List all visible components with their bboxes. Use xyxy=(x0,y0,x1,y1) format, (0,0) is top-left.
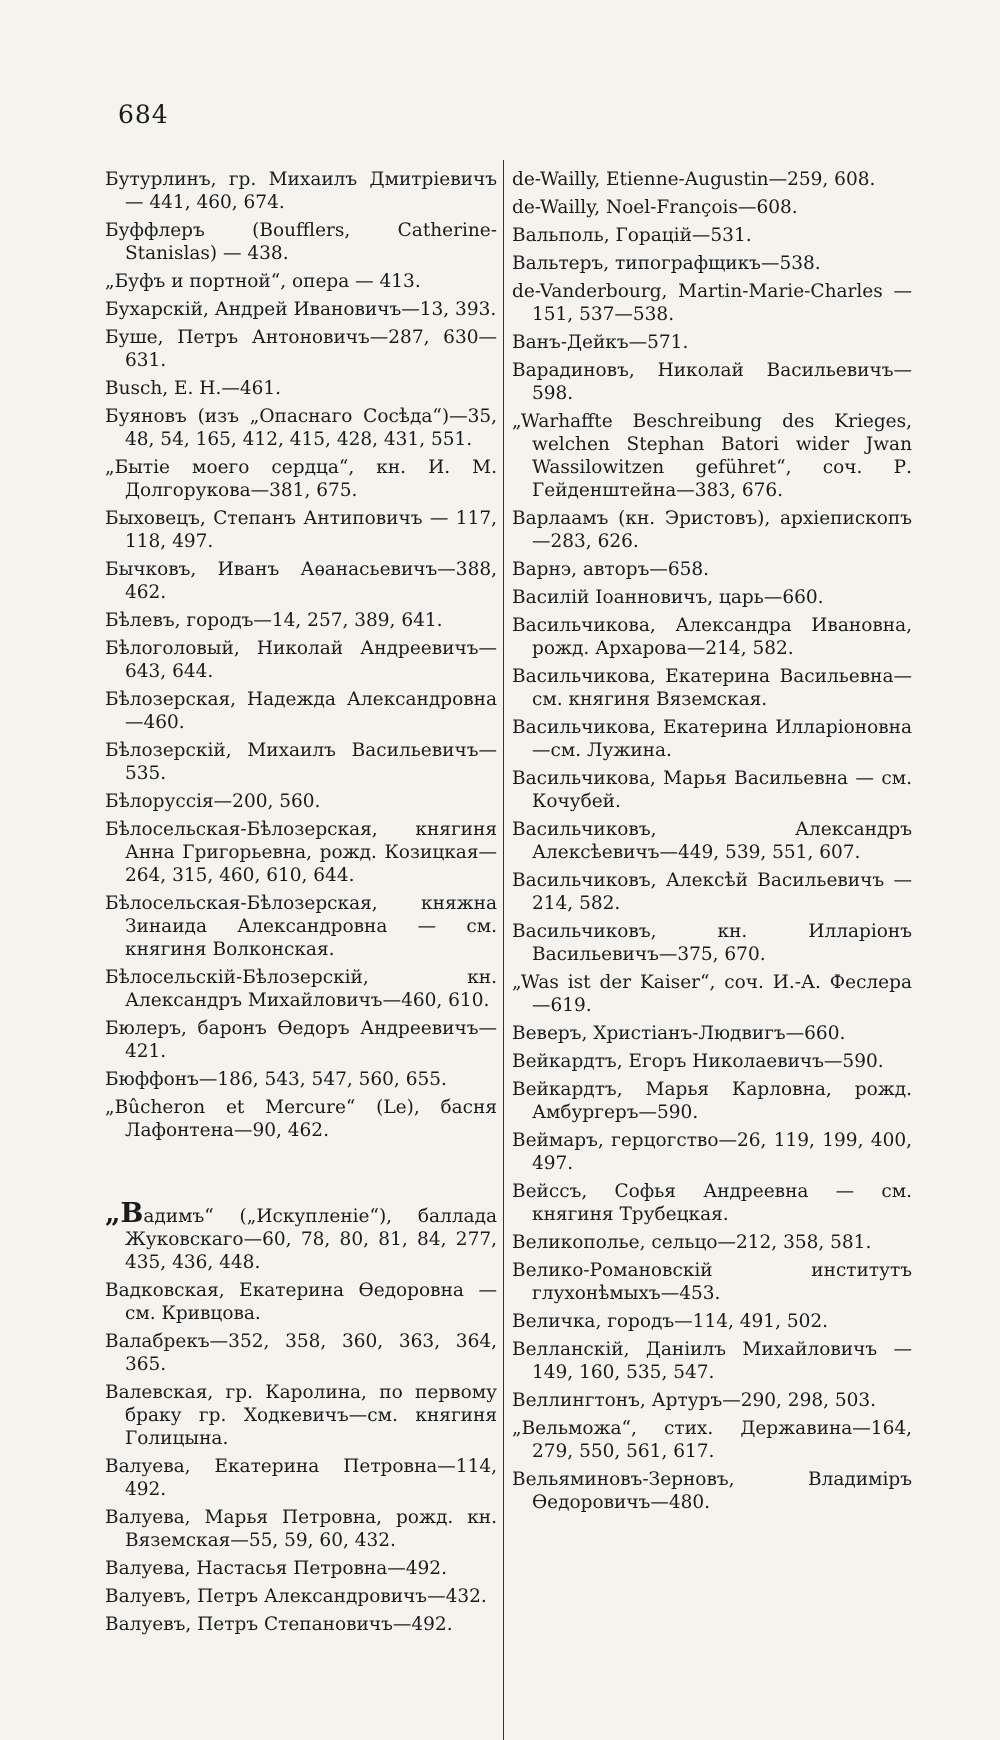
index-entry: Валевская, гр. Каролина, по первому браку гр. Ходкевичъ—см. княгиня Голицына. xyxy=(105,1382,497,1449)
index-entry: Бѣлозерская, Надежда Александровна—460. xyxy=(105,689,497,733)
index-entry: Вейкардтъ, Егоръ Николаевичъ—590. xyxy=(512,1051,884,1072)
column-divider xyxy=(503,160,504,1740)
section-initial: „В xyxy=(105,1198,144,1229)
index-entry: Васильчикова, Екатерина Илларіоновна—см. Лужина. xyxy=(512,717,912,761)
index-entry: Бѣлосельская-Бѣлозерская, княжна Зинаида Александровна — см. княгиня Волконская. xyxy=(105,893,497,960)
index-entry: de-Wailly, Etienne-Augustin—259, 608. xyxy=(512,169,876,190)
index-entry: Ванъ-Дейкъ—571. xyxy=(512,332,689,353)
index-entry: Валуевъ, Петръ Александровичъ—432. xyxy=(105,1586,487,1607)
index-entry: Варнэ, авторъ—658. xyxy=(512,559,710,580)
index-entry: Веверъ, Христіанъ-Людвигъ—660. xyxy=(512,1023,846,1044)
index-entry: Васильчиковъ, Алексѣй Васильевичъ — 214, 582. xyxy=(512,870,912,914)
index-entry: Величка, городъ—114, 491, 502. xyxy=(512,1311,829,1332)
index-entry: Бѣлозерскій, Михаилъ Васильевичъ—535. xyxy=(105,740,497,784)
index-entry: „Вельможа“, стих. Державина—164, 279, 550, 561, 617. xyxy=(512,1418,912,1462)
index-entry: Вадковская, Екатерина Ѳедоровна — см. Кривцова. xyxy=(105,1280,497,1324)
index-entry: Васильчикова, Марья Васильевна — см. Кочубей. xyxy=(512,768,912,812)
index-entry: Бычковъ, Иванъ Аѳанасьевичъ—388, 462. xyxy=(105,559,497,603)
index-entry: „Was ist der Kaiser“, соч. И.-А. Феслера—619. xyxy=(512,972,912,1016)
index-entry: Веллингтонъ, Артуръ—290, 298, 503. xyxy=(512,1390,877,1411)
index-entry: „Бытіе моего сердца“, кн. И. М. Долгорукова—381, 675. xyxy=(105,457,497,501)
index-entry: Бѣлосельскій-Бѣлозерскій, кн. Александръ Михайловичъ—460, 610. xyxy=(105,967,497,1011)
index-entry: Буяновъ (изъ „Опаснаго Сосѣда“)—35, 48, 54, 165, 412, 415, 428, 431, 551. xyxy=(105,406,497,450)
left-entries-v-group xyxy=(105,1279,497,1636)
index-entry: Валуевъ, Петръ Степановичъ—492. xyxy=(105,1614,453,1635)
index-entry: Валуева, Марья Петровна, рожд. кн. Вяземская—55, 59, 60, 432. xyxy=(105,1507,497,1551)
index-entry: Валуева, Екатерина Петровна—114, 492. xyxy=(105,1456,497,1500)
index-entry: Васильчикова, Екатерина Васильевна—см. княгиня Вяземская. xyxy=(512,666,912,710)
index-entry: Бутурлинъ, гр. Михаилъ Дмитріевичъ — 441, 460, 674. xyxy=(105,169,497,213)
index-entry: Вальтеръ, типографщикъ—538. xyxy=(512,253,821,274)
index-entry: de-Vanderbourg, Martin-Marie-Charles — 151, 537—538. xyxy=(512,281,912,325)
index-entry: de-Wailly, Noel-François—608. xyxy=(512,197,798,218)
index-entry: Вейкардтъ, Марья Карловна, рожд. Амбургеръ—590. xyxy=(512,1079,912,1123)
right-entries xyxy=(512,168,912,1514)
index-entry: Васильчиковъ, кн. Илларіонъ Васильевичъ—375, 670. xyxy=(512,921,912,965)
index-entry: Бѣлевъ, городъ—14, 257, 389, 641. xyxy=(105,610,443,631)
index-entry: Варлаамъ (кн. Эристовъ), архіепископъ—283, 626. xyxy=(512,508,912,552)
index-entry: Великополье, сельцо—212, 358, 581. xyxy=(512,1232,872,1253)
index-entry: Бюффонъ—186, 543, 547, 560, 655. xyxy=(105,1069,447,1090)
right-column xyxy=(512,168,912,1519)
index-entry: Быховецъ, Степанъ Антиповичъ — 117, 118, 497. xyxy=(105,508,497,552)
index-entry-vadim xyxy=(105,1198,497,1274)
index-entry: Вейссъ, Софья Андреевна — см. княгиня Трубецкая. xyxy=(512,1181,912,1225)
index-entry: Василій Іоанновичъ, царь—660. xyxy=(512,587,824,608)
index-entry: Вельяминовъ-Зерновъ, Владиміръ Ѳедоровичъ—480. xyxy=(512,1469,912,1513)
index-entry: „Bûcheron et Mercure“ (Le), басня Лафонтена—90, 462. xyxy=(105,1097,497,1141)
index-entry: Бѣлосельская-Бѣлозерская, княгиня Анна Григорьевна, рожд. Козицкая—264, 315, 460, 610, 644. xyxy=(105,819,497,886)
section-gap xyxy=(105,1147,497,1202)
index-entry: „Буфъ и портной“, опера — 413. xyxy=(105,271,421,292)
index-entry: Busch, E. H.—461. xyxy=(105,378,282,399)
index-entry: Веймаръ, герцогство—26, 119, 199, 400, 497. xyxy=(512,1130,912,1174)
index-entry: Валабрекъ—352, 358, 360, 363, 364, 365. xyxy=(105,1331,497,1375)
index-entry: Васильчикова, Александра Ивановна, рожд. Архарова—214, 582. xyxy=(512,615,912,659)
left-column xyxy=(105,168,497,1641)
index-entry: Валуева, Настасья Петровна—492. xyxy=(105,1558,447,1579)
index-entry: Буше, Петръ Антоновичъ—287, 630—631. xyxy=(105,327,497,371)
page-number: 684 xyxy=(118,100,169,129)
index-entry: Велико-Романовскій институтъ глухонѣмыхъ—453. xyxy=(512,1260,912,1304)
index-entry: Бухарскій, Андрей Ивановичъ—13, 393. xyxy=(105,299,497,320)
index-entry: Бѣлоголовый, Николай Андреевичъ—643, 644. xyxy=(105,638,497,682)
index-entry: Бѣлоруссія—200, 560. xyxy=(105,791,321,812)
left-entries-b-group xyxy=(105,168,497,1142)
index-entry: „Warhaffte Beschreibung des Krieges, welchen Stephan Batori wider Jwan Wassilowitzen geführet“, соч. Р. Гейденштейна—383, 676. xyxy=(512,411,912,501)
index-entry: Буффлеръ (Boufflers, Catherine-Stanislas) — 438. xyxy=(105,220,497,264)
index-entry: Васильчиковъ, Александръ Алексѣевичъ—449, 539, 551, 607. xyxy=(512,819,912,863)
index-entry: Варадиновъ, Николай Васильевичъ—598. xyxy=(512,360,912,404)
index-entry: Велланскій, Даніилъ Михайловичъ — 149, 160, 535, 547. xyxy=(512,1339,912,1383)
index-entry: Вальполь, Горацій—531. xyxy=(512,225,752,246)
entry-text: адимъ“ („Искупленіе“), баллада Жуковскаго—60, 78, 80, 81, 84, 277, 435, 436, 448. xyxy=(125,1206,497,1273)
index-entry: Бюлеръ, баронъ Ѳедоръ Андреевичъ—421. xyxy=(105,1018,497,1062)
